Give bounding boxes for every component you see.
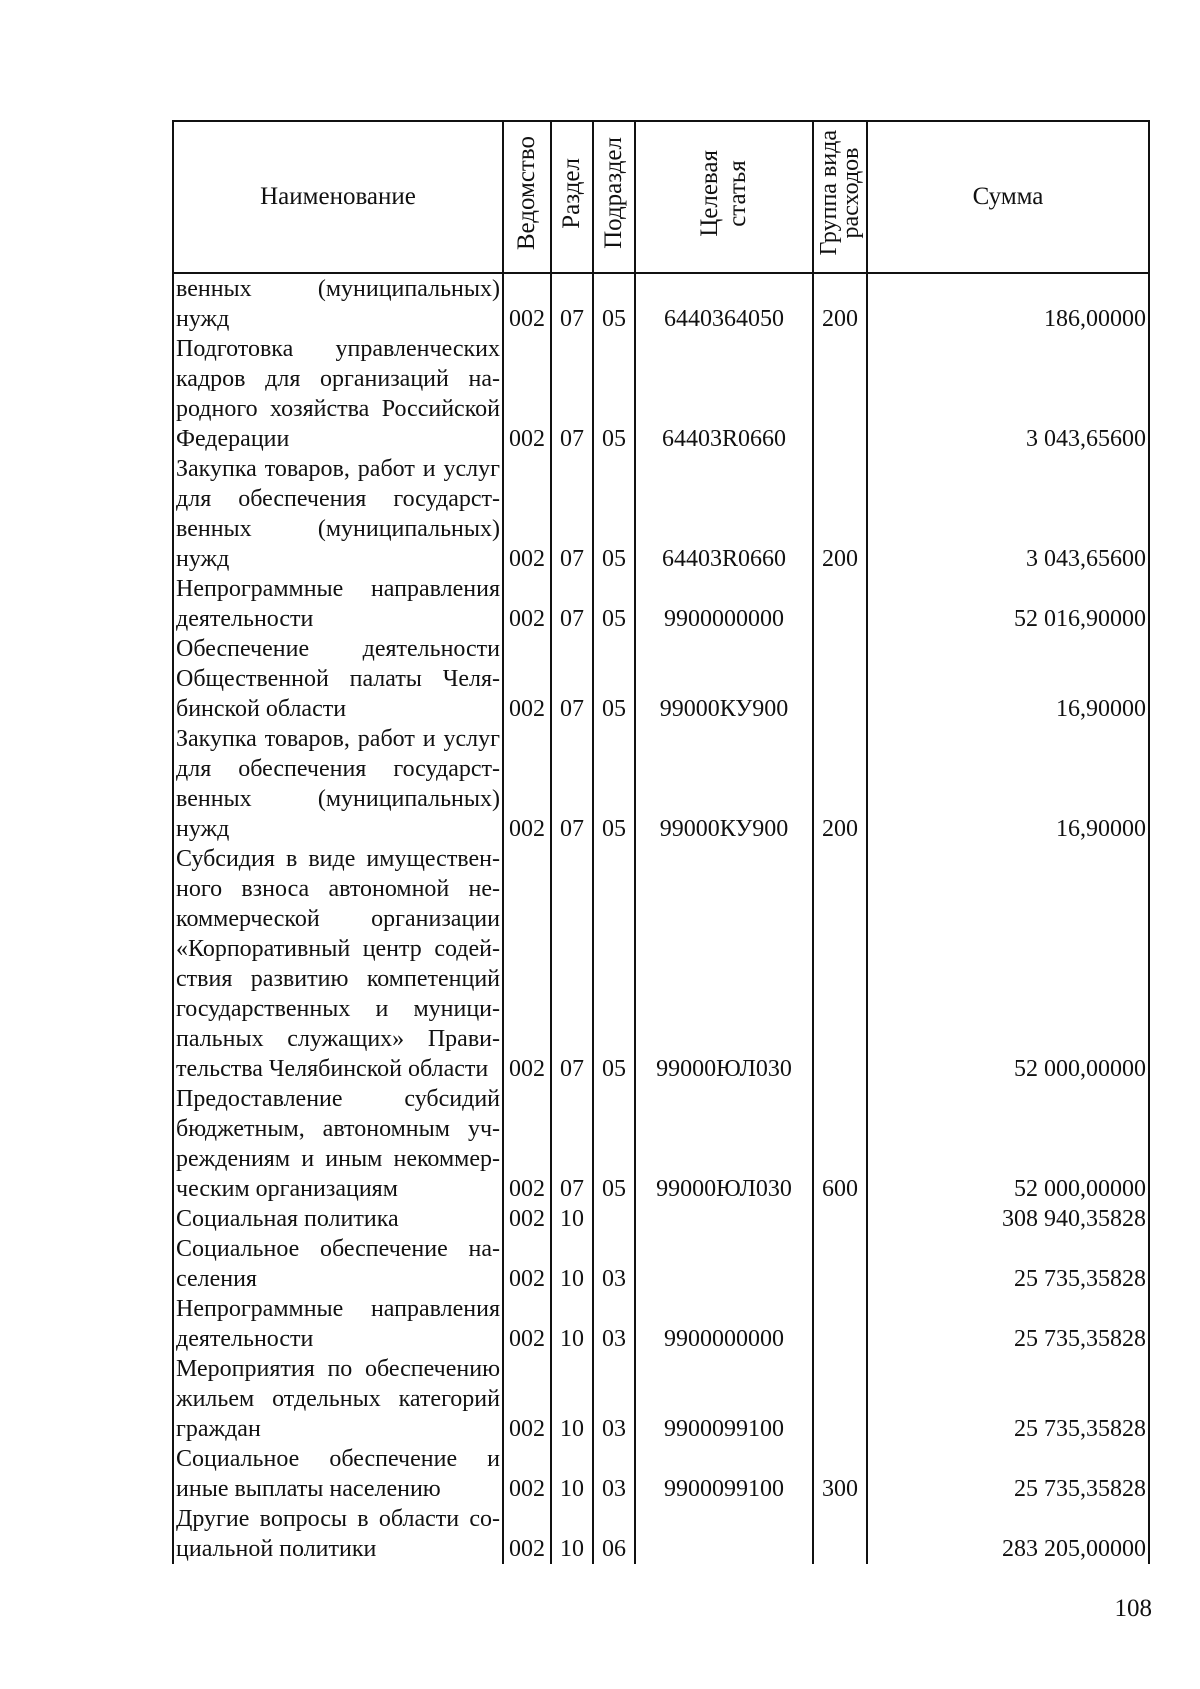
row-name-line: реждениям и иным некоммер- [176,1146,500,1172]
row-section: 10 [551,1294,593,1354]
row-amount: 3 043,65600 [867,454,1149,574]
row-amount: 25 735,35828 [867,1234,1149,1294]
row-target-item [635,1204,813,1234]
row-subsection: 05 [593,334,635,454]
row-name-line: граждан [176,1416,261,1442]
table-row [173,724,1149,844]
table-row [173,1354,1149,1444]
row-section: 10 [551,1444,593,1504]
row-expense-group: 300 [813,1444,867,1504]
row-section: 07 [551,334,593,454]
row-name-line: венных (муниципальных) [176,786,500,812]
row-section: 07 [551,574,593,634]
row-amount: 52 000,00000 [867,1084,1149,1204]
row-target-item: 99000КУ900 [635,634,813,724]
table-row [173,844,1149,1084]
row-name-line: Закупка товаров, работ и услуг [176,726,500,752]
row-amount: 52 016,90000 [867,574,1149,634]
row-name [173,1354,503,1444]
table-row [173,1204,1149,1234]
row-section: 07 [551,273,593,334]
row-amount: 283 205,00000 [867,1504,1149,1564]
row-name-line: государственных и муници- [176,996,500,1022]
row-name [173,1204,503,1234]
table-row [173,1234,1149,1294]
row-expense-group [813,844,867,1084]
row-department: 002 [503,634,551,724]
row-name-line: «Корпоративный центр содей- [176,936,500,962]
row-expense-group: 600 [813,1084,867,1204]
row-name-line: ствия развитию компетенций [176,966,500,992]
row-expense-group [813,574,867,634]
table-row [173,273,1149,334]
header-expense-group: Группа вида расходов [813,121,867,273]
row-section: 07 [551,1084,593,1204]
row-name-line: нужд [176,816,230,842]
table-row [173,1444,1149,1504]
row-amount: 308 940,35828 [867,1204,1149,1234]
row-expense-group: 200 [813,454,867,574]
row-department: 002 [503,1294,551,1354]
row-target-item: 99000ЮЛ030 [635,1084,813,1204]
row-target-item: 99000ЮЛ030 [635,844,813,1084]
row-name-line: нужд [176,546,230,572]
row-name-line: венных (муниципальных) [176,276,500,302]
row-name-line: жильем отдельных категорий [176,1386,500,1412]
row-name [173,1504,503,1564]
row-target-item: 99000КУ900 [635,724,813,844]
row-name-line: Социальная политика [176,1206,399,1232]
row-target-item: 9900099100 [635,1354,813,1444]
row-subsection: 05 [593,1084,635,1204]
row-name-line: нужд [176,306,230,332]
row-section: 10 [551,1504,593,1564]
row-subsection: 05 [593,454,635,574]
row-amount: 3 043,65600 [867,334,1149,454]
row-name-line: для обеспечения государст- [176,756,500,782]
row-name-line: бинской области [176,696,347,722]
row-section: 07 [551,634,593,724]
header-target-item: Целевая статья [635,121,813,273]
row-section: 10 [551,1204,593,1234]
row-subsection: 05 [593,634,635,724]
row-subsection: 03 [593,1234,635,1294]
row-target-item: 64403R0660 [635,334,813,454]
row-amount: 25 735,35828 [867,1294,1149,1354]
row-expense-group: 200 [813,724,867,844]
header-section: Раздел [551,121,593,273]
row-name-line: Федерации [176,426,290,452]
row-department: 002 [503,454,551,574]
header-department: Ведомство [503,121,551,273]
row-name-line: циальной политики [176,1536,377,1562]
row-expense-group [813,334,867,454]
row-name-line: венных (муниципальных) [176,516,500,542]
row-name-line: Непрограммные направления [176,1296,500,1322]
row-expense-group: 200 [813,273,867,334]
row-subsection: 05 [593,844,635,1084]
row-subsection: 03 [593,1354,635,1444]
row-amount: 52 000,00000 [867,844,1149,1084]
row-name [173,844,503,1084]
row-target-item [635,1504,813,1564]
row-expense-group [813,1504,867,1564]
table-row [173,454,1149,574]
table-row [173,334,1149,454]
row-name [173,454,503,574]
row-name [173,634,503,724]
page-number: 108 [1114,1595,1152,1622]
row-name-line: тельства Челябинской области [176,1056,489,1082]
row-name [173,1084,503,1204]
row-name-line: пальных служащих» Прави- [176,1026,500,1052]
row-amount: 186,00000 [867,273,1149,334]
row-name-line: Субсидия в виде имуществен- [176,846,500,872]
row-name [173,273,503,334]
row-name-line: для обеспечения государст- [176,486,500,512]
table-row [173,1084,1149,1204]
header-name: Наименование [173,121,503,273]
row-target-item: 9900000000 [635,574,813,634]
row-name-line: Предоставление субсидий [176,1086,500,1112]
row-target-item: 9900000000 [635,1294,813,1354]
row-name [173,724,503,844]
row-name-line: Подготовка управленческих [176,336,500,362]
row-name-line: Социальное обеспечение и [176,1446,500,1472]
row-expense-group [813,1354,867,1444]
row-name-line: бюджетным, автономным уч- [176,1116,500,1142]
row-name-line: иные выплаты населению [176,1476,441,1502]
row-name-line: Закупка товаров, работ и услуг [176,456,500,482]
row-expense-group [813,1294,867,1354]
row-name [173,1444,503,1504]
table-row [173,634,1149,724]
row-name-line: ческим организациям [176,1176,398,1202]
table-row [173,574,1149,634]
row-department: 002 [503,1204,551,1234]
row-section: 07 [551,454,593,574]
row-subsection: 03 [593,1294,635,1354]
row-name-line: селения [176,1266,257,1292]
header-amount: Сумма [867,121,1149,273]
row-subsection: 03 [593,1444,635,1504]
row-target-item: 64403R0660 [635,454,813,574]
row-department: 002 [503,1354,551,1444]
row-target-item: 9900099100 [635,1444,813,1504]
row-name-line: коммерческой организации [176,906,500,932]
row-department: 002 [503,334,551,454]
row-section: 10 [551,1234,593,1294]
row-expense-group [813,634,867,724]
row-subsection: 06 [593,1504,635,1564]
row-name-line: Обеспечение деятельности [176,636,500,662]
row-section: 07 [551,724,593,844]
row-subsection: 05 [593,574,635,634]
table-row [173,1294,1149,1354]
row-department: 002 [503,273,551,334]
row-expense-group [813,1234,867,1294]
row-subsection [593,1204,635,1234]
row-department: 002 [503,1444,551,1504]
row-subsection: 05 [593,273,635,334]
row-target-item: 6440364050 [635,273,813,334]
row-department: 002 [503,574,551,634]
table-header [173,121,1149,273]
row-department: 002 [503,724,551,844]
row-amount: 25 735,35828 [867,1354,1149,1444]
row-target-item [635,1234,813,1294]
row-name [173,334,503,454]
table-body [173,273,1149,1564]
row-department: 002 [503,1234,551,1294]
table-row [173,1504,1149,1564]
row-name-line: Другие вопросы в области со- [176,1506,500,1532]
budget-table [172,120,1150,1564]
row-name-line: деятельности [176,606,314,632]
row-name-line: кадров для организаций на- [176,366,500,392]
row-amount: 25 735,35828 [867,1444,1149,1504]
row-department: 002 [503,844,551,1084]
row-amount: 16,90000 [867,724,1149,844]
row-amount: 16,90000 [867,634,1149,724]
row-name [173,1234,503,1294]
header-subsection: Подраздел [593,121,635,273]
row-section: 10 [551,1354,593,1444]
row-name-line: Мероприятия по обеспечению [176,1356,500,1382]
row-expense-group [813,1204,867,1234]
row-name-line: родного хозяйства Российской [176,396,500,422]
row-name [173,574,503,634]
row-section: 07 [551,844,593,1084]
row-department: 002 [503,1084,551,1204]
row-name-line: Непрограммные направления [176,576,500,602]
row-name-line: ного взноса автономной не- [176,876,500,902]
row-name-line: деятельности [176,1326,314,1352]
row-subsection: 05 [593,724,635,844]
row-name-line: Социальное обеспечение на- [176,1236,500,1262]
row-name-line: Общественной палаты Челя- [176,666,500,692]
row-department: 002 [503,1504,551,1564]
row-name [173,1294,503,1354]
